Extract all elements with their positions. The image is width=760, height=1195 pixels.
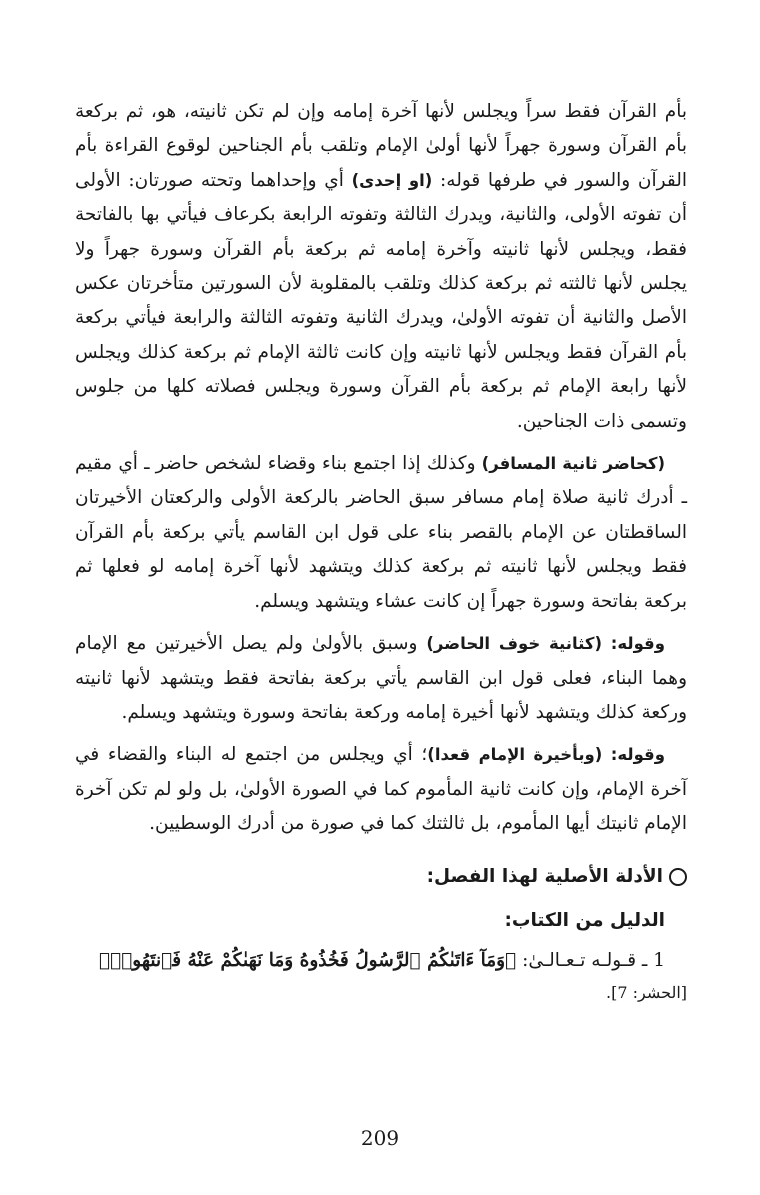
paragraph-4-text: ؛ أي ويجلس من اجتمع له البناء والقضاء في آخرة الإمام، وإن كانت ثانية المأموم كما في الصورة الأولىٰ، بل ولو لم تكن آخرة الإمام ثانيتك أيها المأموم، بل ثالثتك كما في صورة من أدرك الوسطيين. <box>75 744 687 835</box>
paragraph-4-bold: (وبأخيرة الإمام قعدا) <box>427 745 603 765</box>
paragraph-1-text-2: أي وإحداهما وتحته صورتان: الأولى أن تفوته الأولى، والثانية، ويدرك الثالثة وتفوته الرابعة بكرعاف فيأتي بها بالفاتحة فقط، ويجلس لأنها ثانيته وآخرة إمامه ثم بركعة بأم القرآن وسورة جهراً ولا يجلس لأنها ثالثته ثم بركعة كذلك وتلقب بالمقلوبة لأن السورتين متأخرتان عكس الأصل والثانية أن تفوته الأولىٰ، ويدرك الثانية وتفوته الثالثة والرابعة فيأتي بركعة بأم القرآن فقط ويجلس لأنها ثانيته وإن كانت ثالثة الإمام ثم بركعة كذلك ويجلس لأنها رابعة الإمام ثم بركعة بأم القرآن وسورة ويجلس فصلاته كلها من جلوس وتسمى ذات الجناحين. <box>75 169 687 432</box>
subheading: الدليل من الكتاب: <box>504 909 665 931</box>
paragraph-1-bold: (او إحدى) <box>351 170 433 190</box>
paragraph-2 <box>75 447 687 619</box>
verse-reference: [الحشر: 7]. <box>606 982 687 1002</box>
paragraph-4 <box>75 738 687 841</box>
quran-verse: ﴿وَمَآ ءَاتَىٰكُمُ ٱلرَّسُولُ فَخُذُوهُ وَمَا نَهَىٰكُمْ عَنْهُ فَٱنتَهُوا۟﴾ <box>99 949 517 971</box>
paragraph-4-lead: وقوله: <box>602 745 665 765</box>
evidence-line <box>75 944 665 978</box>
paragraph-1-text: بأم القرآن فقط سراً ويجلس لأنها آخرة إمامه وإن لم تكن ثانيته، هو، ثم بركعة بأم القرآن وسورة جهراً لأنها أولىٰ الإمام وتلقب بأم الجناحين لوقوع القراءة بأم القرآن والسور في طرفها قوله: <box>75 101 687 191</box>
paragraph-3 <box>75 627 687 730</box>
paragraph-2-bold: (كحاضر ثانية المسافر) <box>481 454 665 474</box>
paragraph-3-lead: وقوله: <box>602 634 665 654</box>
page-body <box>75 95 687 1008</box>
circle-bullet-icon <box>669 868 687 886</box>
section-heading <box>75 860 687 894</box>
page-number: 209 <box>360 1126 400 1150</box>
paragraph-3-text: وسبق بالأولىٰ ولم يصل الأخيرتين مع الإمام وهما البناء، فعلى قول ابن القاسم يأتي بركعة بفاتحة فقط ويتشهد لأنها ثانيته وركعة كذلك ويتشهد لأنها أخيرة إمامه وركعة بفاتحة وسورة ويتشهد ويسلم. <box>75 633 687 723</box>
paragraph-3-bold: (كثانية خوف الحاضر) <box>426 634 603 654</box>
paragraph-2-text: وكذلك إذا اجتمع بناء وقضاء لشخص حاضر ـ أي مقيم ـ أدرك ثانية صلاة إمام مسافر سبق الحاضر بالركعة الأولى والركعتان الأخيرتان الساقطتان عن الإمام بالقصر بناء على قول ابن القاسم يأتي بركعة بأم القرآن فقط ويجلس لأنها ثانيته ثم بركعة كذلك ويتشهد لأنها آخرة إمامه لو فعلها ثم بركعة بفاتحة وسورة جهراً إن كانت عشاء ويتشهد ويسلم. <box>75 453 687 612</box>
paragraph-1 <box>75 95 687 439</box>
evidence-lead: 1 ـ قـولـه تـعـالـىٰ: <box>516 949 665 971</box>
section-heading-text: الأدلة الأصلية لهذا الفصل: <box>426 865 663 887</box>
